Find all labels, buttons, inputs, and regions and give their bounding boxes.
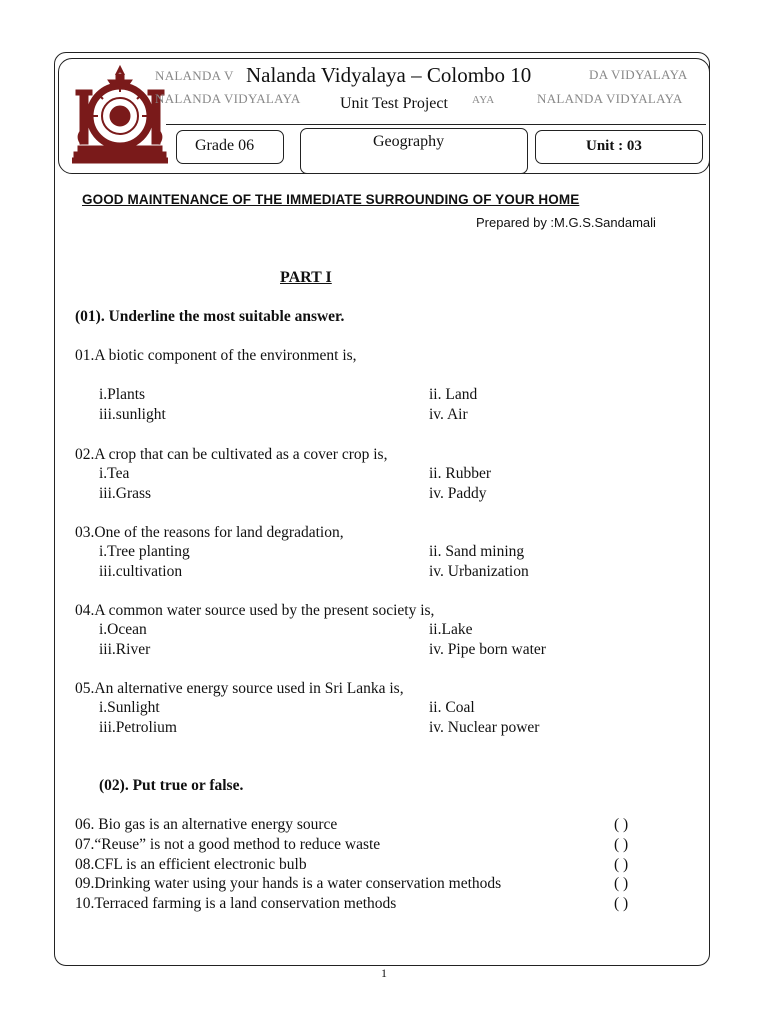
subject-box [300,128,528,174]
answer-option[interactable]: iii.cultivation [99,562,183,580]
school-crest-icon [72,64,168,164]
answer-option[interactable]: ii. Land [429,386,478,403]
watermark-text: AYA [472,94,495,106]
answer-option[interactable]: iv. Urbanization [429,562,529,580]
answer-option[interactable]: i.Plants [99,386,146,403]
subject-label: Geography [373,133,445,150]
part-heading: PART I [280,269,332,286]
page-number: 1 [381,966,387,980]
prepared-by: Prepared by :M.G.S.Sandamali [476,215,656,230]
question-text: 04.A common water source used by the present society is, [75,602,435,619]
answer-option[interactable]: i.Tea [99,465,130,482]
answer-blank[interactable]: ( ) [614,835,629,853]
answer-blank[interactable]: ( ) [614,895,629,913]
answer-option[interactable]: i.Ocean [99,621,147,638]
answer-option[interactable]: iii.Grass [99,484,152,502]
answer-option[interactable]: i.Sunlight [99,699,160,716]
header-divider [166,124,706,125]
unit-box [535,130,703,164]
answer-blank[interactable]: ( ) [614,855,629,873]
statement-text: 07.“Reuse” is not a good method to reduce waste [75,835,381,853]
answer-option[interactable]: iii.River [99,640,151,658]
answer-option[interactable]: ii. Coal [429,699,475,716]
answer-option[interactable]: iv. Pipe born water [429,640,546,658]
header-subtitle: Unit Test Project [340,95,448,112]
document-title: GOOD MAINTENANCE OF THE IMMEDIATE SURROUNDING OF YOUR HOME [82,192,580,207]
answer-option[interactable]: ii. Sand mining [429,543,525,560]
answer-option[interactable]: i.Tree planting [99,543,190,560]
answer-option[interactable]: ii.Lake [429,621,473,638]
answer-option[interactable]: iv. Air [429,405,468,423]
section1-heading: (01). Underline the most suitable answer. [75,308,345,325]
answer-option[interactable]: iv. Paddy [429,484,487,502]
answer-option[interactable]: iii.Petrolium [99,718,177,736]
section2-heading: (02). Put true or false. [99,777,244,794]
statement-text: 10.Terraced farming is a land conservation methods [75,895,397,913]
answer-blank[interactable]: ( ) [614,875,629,893]
watermark-text: NALANDA VIDYALAYA [537,91,683,106]
answer-option[interactable]: ii. Rubber [429,465,491,482]
school-title: Nalanda Vidyalaya – Colombo 10 [246,63,532,87]
question-text: 01.A biotic component of the environment is, [75,347,357,364]
answer-blank[interactable]: ( ) [614,816,629,833]
grade-label: Grade 06 [195,137,255,154]
unit-label: Unit : 03 [586,138,642,154]
grade-box [176,130,284,164]
answer-option[interactable]: iii.sunlight [99,405,166,423]
statement-text: 06. Bio gas is an alternative energy source [75,816,338,833]
answer-option[interactable]: iv. Nuclear power [429,718,540,736]
question-text: 03.One of the reasons for land degradation, [75,524,344,541]
question-text: 05.An alternative energy source used in Sri Lanka is, [75,680,404,697]
question-text: 02.A crop that can be cultivated as a cover crop is, [75,446,388,463]
watermark-text: DA VIDYALAYA [589,67,688,82]
statement-text: 08.CFL is an efficient electronic bulb [75,855,307,873]
statement-text: 09.Drinking water using your hands is a water conservation methods [75,875,502,893]
watermark-text: NALANDA VIDYALAYA [155,91,301,106]
watermark-text: NALANDA V [155,68,234,83]
